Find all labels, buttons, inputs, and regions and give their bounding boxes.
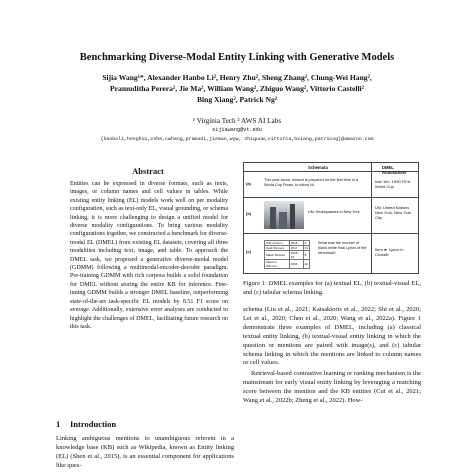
authors-line-1: Sijia Wang¹*, Alexander Hanbo Li², Henry Zhu², Sheng Zhang², Chung-Wei Hang², (102, 73, 372, 82)
mini-table-cell: 42 (303, 260, 309, 269)
body-paragraph: Retrieval-based contrastive learning or ranking mechanism is the mainstream for early visual entity linking by leveraging a matching score between the mention and the KB entities (Cui et al., 2021; Wang et al., 2022b; Zheng et al., 2022). How- (243, 369, 421, 404)
figure-row-c (244, 233, 418, 273)
author-list (40, 72, 434, 105)
right-column-body (243, 306, 421, 405)
skyline-image (264, 201, 304, 229)
mini-table-cell: Sub-Column (265, 241, 290, 246)
mini-table-cell: 8 (303, 251, 309, 260)
mini-table-cell: 6 (303, 241, 309, 246)
section-number: 1 (56, 419, 61, 429)
row-b-caption: UN: Headquarters in New York (308, 210, 360, 214)
mini-table-cell: Gold Winners (265, 246, 290, 251)
row-label-b: (b) (246, 211, 252, 216)
figure-caption: Figure 1: DMEL examples for (a) textual EL, (b) textual-visual EL, and (c) tabular schema linking. (243, 280, 421, 296)
introduction-text: Linking ambiguous mentions to unambiguous referent in a knowledge base (KB) such as Wikipedia, known as Entity linking (EL) (Shen et al., 2015), is an essential component for applications like ques- (56, 435, 234, 469)
schema-mini-table (264, 240, 310, 269)
mini-table-cell: Aberton Winners (265, 260, 290, 269)
mini-table-cell: 2004 (289, 260, 303, 269)
section-heading (56, 419, 116, 429)
abstract-heading: Abstract (132, 166, 164, 176)
mini-table-row (265, 260, 310, 269)
mini-table-cell: 13 (304, 246, 308, 250)
figure-row-a (244, 171, 418, 198)
paper-title: Benchmarking Diverse-Modal Entity Linking with Generative Models (79, 52, 395, 63)
section-title: Introduction (70, 419, 117, 429)
row-label-c: (c) (246, 249, 251, 254)
authors-line-3: Bing Xiang², Patrick Ng² (196, 95, 278, 104)
body-paragraph: schema (Liu et al., 2021; Katsakioris et al., 2022; Shi et al., 2020; Lei et al., 2020; Chen et al., 2020; Wang et al., 2022a). Figure 1 demonstrate three examples of DMEL, including (a) classical textual entity linking, (b) textual-visual entity linking in which the question or mentions are paired with image(s), and (c) tabular schema linking in which the mentions are linked to column names or cell values. (243, 306, 421, 367)
mini-table-cell: 2016 (289, 241, 303, 246)
author-emails: {hanboli,henghui,zshe,cwhang,pramudi,jieman,wyw, zhiguow,vittorca,bxiang,patricng}@amazon.com (100, 137, 374, 142)
introduction-body (56, 434, 234, 470)
row-a-entities: Irish Wc: 1990 FIFA World Cup (375, 179, 410, 189)
figure-col-schemata: Schemata (308, 164, 328, 170)
row-a-sentence: This year alone, Ireland is prepared for the first time in a World Cup Finals, to follow NI. (264, 178, 359, 187)
mini-table-row (265, 251, 310, 260)
authors-line-2: Pramuditha Perera², Jie Ma², William Wang², Zhiguo Wang², Vittorio Castelli² (110, 84, 364, 93)
affiliation-email: sijiawang@vt.edu (212, 127, 262, 133)
figure-col-annotations: DMEL Annotations (382, 164, 407, 175)
abstract-body (70, 180, 228, 331)
row-b-entities: UN: United Nations New York: New York City (375, 205, 412, 220)
mini-table-cell: 2015-16 (289, 251, 303, 260)
figure-row-b (244, 197, 418, 234)
figure-1 (243, 162, 419, 274)
affiliations: ¹ Virginia Tech ² AWS AI Labs (192, 117, 282, 125)
row-label-a: (a) (246, 181, 251, 186)
mini-table-cell: Match Results (265, 251, 290, 260)
abstract-text: Entities can be expressed in diverse formats, such as texts, images, or column names and cell values in tables. While existing entity linking (EL) models work well on per modality configuration, such as text-only EL, visual grounding, or schema linking, it is more challenging to design a unified model for diverse modality configurations. To bring various modality configurations together, we constructed a benchmark for diverse-modal EL (DMEL) from existing EL datasets, covering all three modalities including text, image, and table. To approach the DMEL task, we proposed a generative diverse-modal model (GDMM) following a multimodal-encoder-decoder paradigm. Pre-training GDMM with rich corpora builds a solid foundation for DMEL without storing the entire KB for inference. Fine-tuning GDMM builds a stronger DMEL baseline, outperforming state-of-the-art task-specific EL models by 8.51 F1 score on average. Additionally, extensive error analyses are conducted to highlight the challenges of DMEL, facilitating future research on this task. (70, 181, 228, 330)
row-c-entities: Item ► Lyrics in Crossfit (375, 247, 404, 257)
row-c-question: What was the number of blank white final Lyrics of the rehearsal? (318, 241, 367, 255)
mini-table-cell: 2017 (289, 246, 303, 251)
